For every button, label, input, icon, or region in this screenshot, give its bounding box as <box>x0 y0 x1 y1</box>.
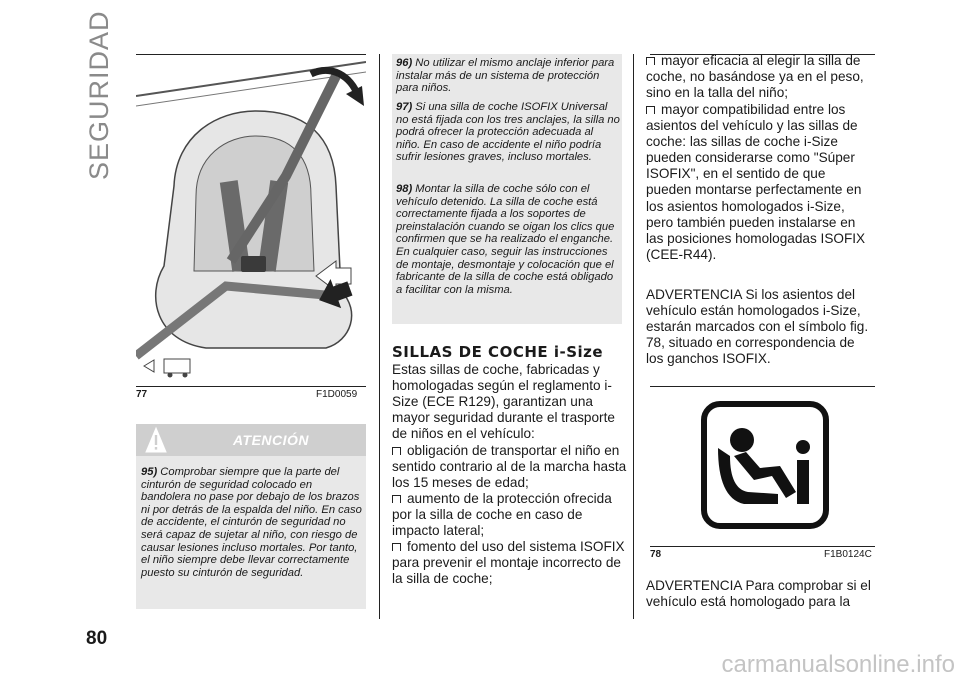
note-98-label: 98) <box>396 183 413 195</box>
figure-78-bottom-rule <box>650 546 875 547</box>
bullet-icon <box>392 447 401 455</box>
isize-bullet-3-text: fomento del uso del sistema ISOFIX para prevenir el montaje incorrecto de la silla de coche; <box>392 539 625 587</box>
note-97 <box>396 101 620 164</box>
right-bullet-1-text: mayor eficacia al elegir la silla de coche, no basándose ya en el peso, sino en la talla del niño; <box>646 53 864 101</box>
bullet-icon <box>646 106 655 114</box>
figure-78 <box>700 400 830 530</box>
note-96-text: No utilizar el mismo anclaje inferior para instalar más de un sistema de protección para niños. <box>396 57 615 95</box>
figure-77 <box>136 56 366 386</box>
isize-bullet-3 <box>392 539 627 587</box>
isize-bullet-2 <box>392 491 627 539</box>
figure-77-number: 77 <box>136 389 148 400</box>
advertencia-1: ADVERTENCIA Si los asientos del vehículo están homologados i-Size, estarán marcados con el símbolo fig. 78, situado en correspondencia de los ganchos ISOFIX. <box>646 287 869 367</box>
right-bullet-2 <box>646 102 874 263</box>
section-label <box>70 10 120 190</box>
note-96 <box>396 57 620 95</box>
warning-note <box>141 466 363 579</box>
bullet-icon <box>392 495 401 503</box>
section-title: SEGURIDAD <box>84 10 114 180</box>
top-rule-left <box>136 54 366 55</box>
figure-78-top-rule <box>650 386 875 387</box>
note-98 <box>396 183 620 296</box>
note-97-text: Si una silla de coche ISOFIX Universal no está fijada con los tres anclajes, la silla no podrá ofrecer la protección adecuada al niño. En caso de accidente el niño podría sufrir lesiones graves, incluso mortales. <box>396 101 620 164</box>
isize-bullet-1 <box>392 443 627 491</box>
isize-heading: SILLAS DE COCHE i-Size <box>392 343 604 361</box>
bullet-icon <box>392 543 401 551</box>
right-bullet-2-text: mayor compatibilidad entre los asientos del vehículo y las sillas de coche: las sillas de coche i-Size pueden considerarse como "Súper ISOFIX", en el sentido de que pueden montarse perfectamente en los asientos homologados i-Size, pero también pueden instalarse en las posiciones homologadas ISOFIX (CEE-R44). <box>646 102 866 262</box>
note-96-label: 96) <box>396 57 413 69</box>
figure-78-number: 78 <box>650 549 662 560</box>
warning-body <box>136 456 366 609</box>
bullet-icon <box>646 57 655 65</box>
isize-bullet-2-text: aumento de la protección ofrecida por la silla de coche en caso de impacto lateral; <box>392 491 612 539</box>
isize-symbol-icon <box>700 400 830 530</box>
column-divider-2 <box>633 54 634 619</box>
warning-title: ATENCIÓN <box>232 432 310 448</box>
note-98-text: Montar la silla de coche sólo con el vehículo detenido. La silla de coche está correctamente fijada a los soportes de preinstalación cuando se oigan los clics que confirmen que se ha realizado el enganche. En cualquier caso, seguir las instrucciones de montaje, desmontaje y colocación que el fabricante de la silla de coche está obligado a facilitar con la misma. <box>396 183 615 296</box>
warning-header <box>136 424 366 456</box>
advertencia-2: ADVERTENCIA Para comprobar si el vehículo está homologado para la <box>646 578 871 610</box>
isize-bullet-1-text: obligación de transportar el niño en sentido contrario al de la marcha hasta los 15 meses de edad; <box>392 443 627 491</box>
note-97-label: 97) <box>396 101 413 113</box>
right-bullet-1 <box>646 53 874 101</box>
column-divider-1 <box>379 54 380 619</box>
warning-note-label: 95) <box>141 466 158 478</box>
figure-77-code: F1D0059 <box>316 389 358 400</box>
warning-icon <box>144 426 168 454</box>
watermark: carmanualsonline.info <box>721 651 955 678</box>
figure-78-code: F1B0124C <box>824 549 872 560</box>
child-seat-illustration <box>136 56 366 386</box>
page-number: 80 <box>86 628 108 649</box>
notes-box <box>392 54 622 324</box>
figure-77-rule <box>136 386 366 387</box>
warning-note-text: Comprobar siempre que la parte del cinturón de seguridad colocado en bandolera no pase por debajo de los brazos ni por detrás de la espalda del niño. En caso de accidente, el cinturón de seguridad no será capaz de sujetar al niño, con riesgo de causar lesiones incluso mortales. Por tanto, el niño siempre debe llevar correctamente puesto su cinturón de seguridad. <box>141 466 362 579</box>
isize-intro: Estas sillas de coche, fabricadas y homologadas según el reglamento i-Size (ECE R129), garantizan una mayor seguridad durante el trasporte de niños en el vehículo: <box>392 362 615 442</box>
warning-box <box>136 424 366 609</box>
